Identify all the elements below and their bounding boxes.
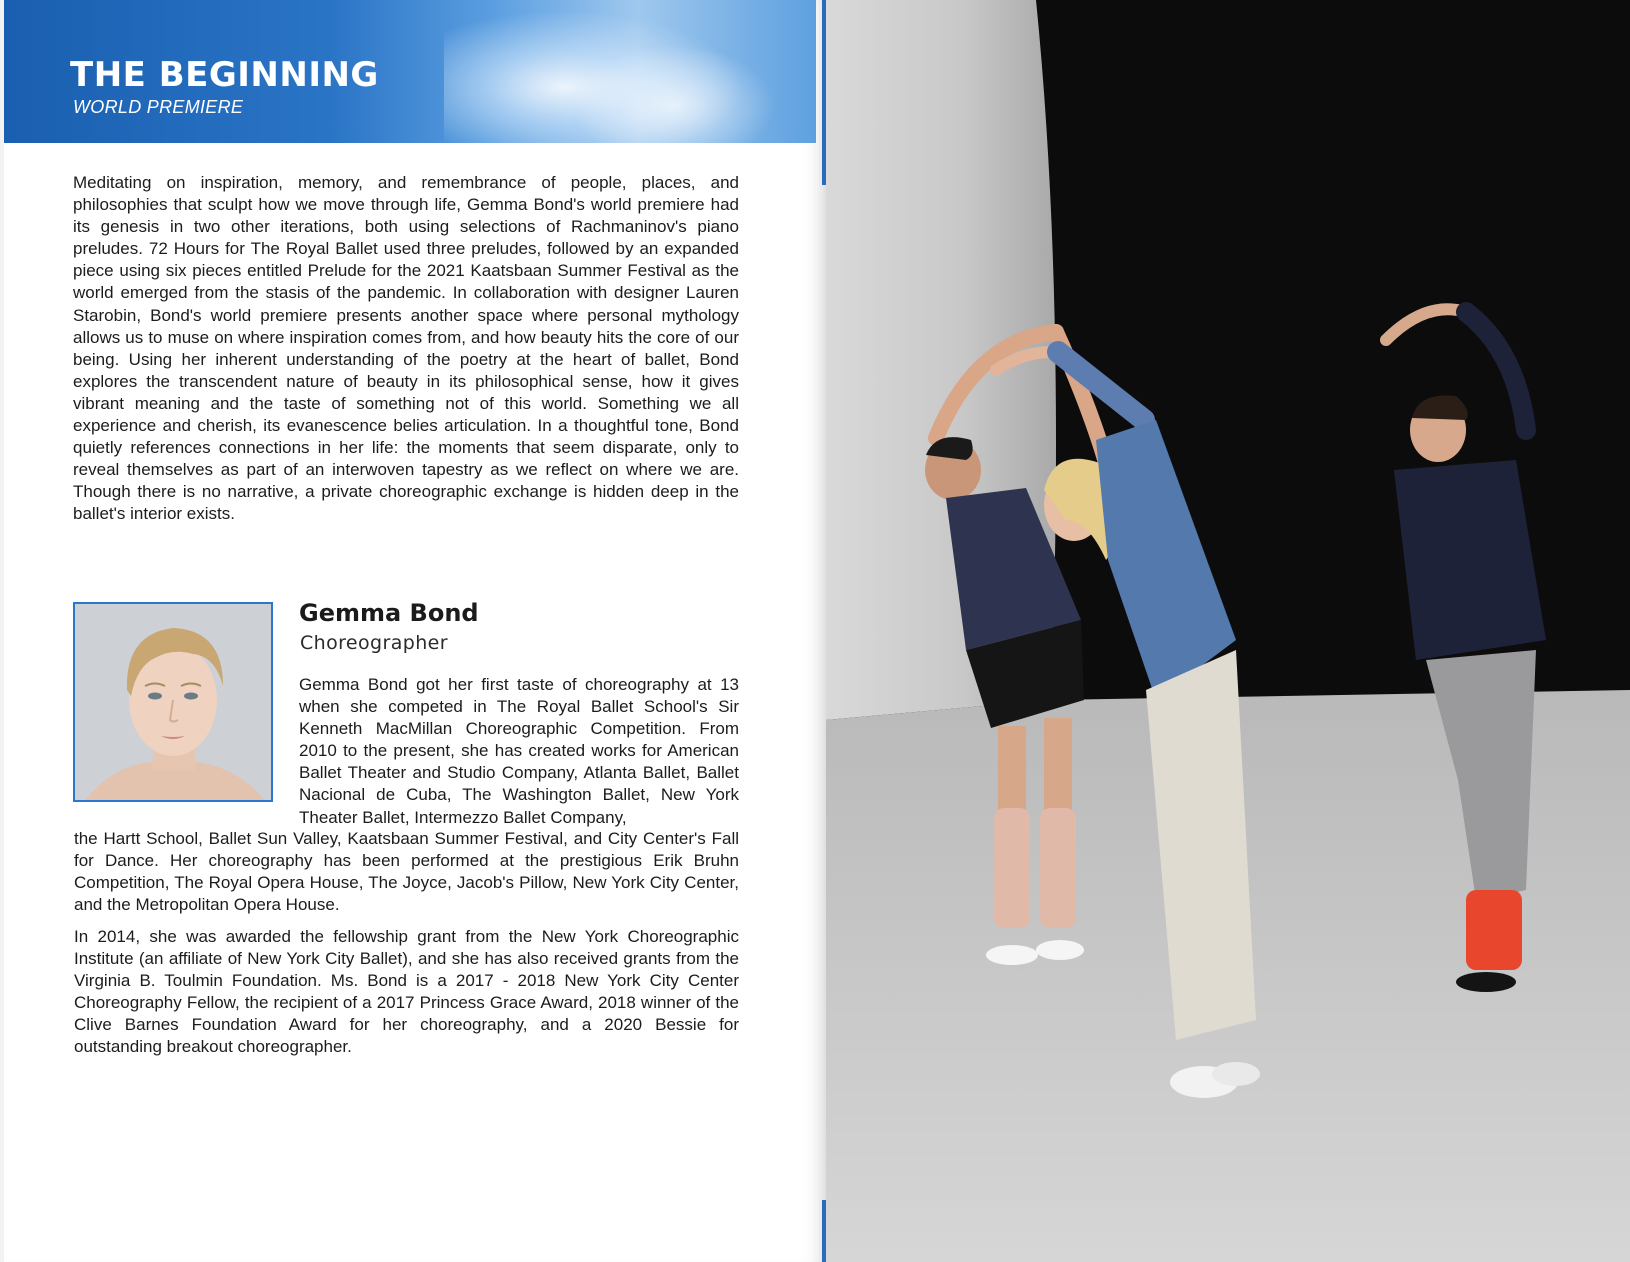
choreographer-role: Choreographer: [300, 632, 448, 654]
portrait-illustration: [75, 604, 271, 800]
choreographer-name: Gemma Bond: [299, 599, 479, 627]
section-subtitle: WORLD PREMIERE: [73, 97, 244, 117]
work-description: Meditating on inspiration, memory, and remembrance of people, places, and philosophies that sculpt how we move through life, Gemma Bond's world premiere had its genesis in two other iterations, both using selections of Rachmaninov's piano preludes. 72 Hours for The Royal Ballet used three preludes, followed by an expanded piece using six pieces entitled Prelude for the 2021 Kaatsbaan Summer Festival as the world emerged from the stasis of the pandemic. In collaboration with designer Lauren Starobin, Bond's world premiere presents another space where personal mythology allows us to muse on where inspiration comes from, and how beauty hits the core of our being. Using her inherent understanding of the poetry at the heart of ballet, Bond explores the transcendent nature of beauty in its philosophical sense, how it gives vibrant meaning and the taste of something not of this world. Something we all experience and cherish, its evanescence belies articulation. In a thoughtful tone, Bond quietly references connections in her life: the moments that seem disparate, only to reveal themselves as part of an interwoven tapestry as we reflect on where we are. Though there is no narrative, a private choreographic exchange is hidden deep in the ballet's interior exists.: [73, 173, 739, 524]
powder-splash-graphic-secondary: [564, 40, 784, 143]
rehearsal-photo: [826, 0, 1630, 1262]
choreographer-portrait: [73, 602, 273, 802]
bio-intro-paragraph: Gemma Bond got her first taste of choreography at 13 when she competed in The Royal Ballet School's Sir Kenneth MacMillan Choreographic Competition. From 2010 to the present, she has created works for American Ballet Theater and Studio Company, Atlanta Ballet, Ballet Nacional de Cuba, The Washington Ballet, New York Theater Ballet, Intermezzo Ballet Company,: [299, 675, 739, 827]
bio-awards-paragraph: In 2014, she was awarded the fellowship grant from the New York Choreographic Institute (an affiliate of New York City Ballet), and she has also received grants from the Virginia B. Toulmin Foundation. Ms. Bond is a 2017 - 2018 New York City Center Choreography Fellow, the recipient of a 2017 Princess Grace Award, 2018 winner of the Clive Barnes Foundation Award for her choreography, and a 2020 Bessie for outstanding breakout choreographer.: [74, 927, 739, 1057]
left-page: [4, 0, 826, 1262]
rehearsal-photo-illustration: [826, 0, 1630, 1262]
bio-continuation-paragraph: the Hartt School, Ballet Sun Valley, Kaatsbaan Summer Festival, and City Center's Fall for Dance. Her choreography has been performed at the prestigious Erik Bruhn Competition, The Royal Opera House, The Joyce, Jacob's Pillow, New York City Center, and the Metropolitan Opera House.: [74, 829, 739, 915]
section-title: THE BEGINNING: [70, 55, 379, 95]
header-band: [4, 0, 816, 143]
